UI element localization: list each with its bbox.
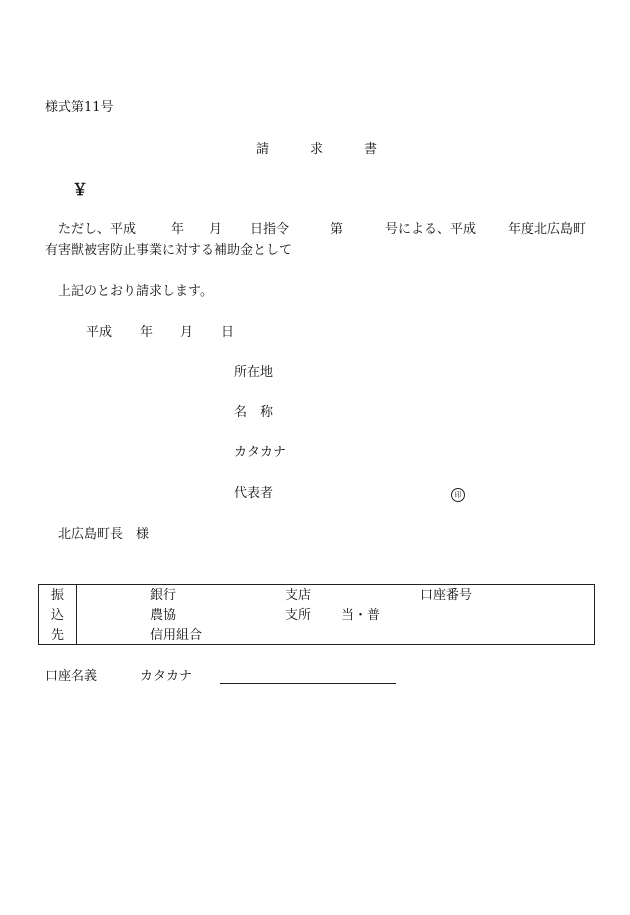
account-type-label: 当・普 <box>341 608 381 623</box>
account-holder-kana-label: カタカナ <box>140 669 193 684</box>
yen-mark: ￥ <box>72 180 89 199</box>
bank-type-label: 銀行 <box>150 588 177 603</box>
side-label: 振 <box>51 588 65 603</box>
account-holder-underline <box>220 683 396 684</box>
account-number-label: 口座番号 <box>420 588 473 603</box>
body-text: 日指令 <box>250 222 290 237</box>
title-char: 求 <box>310 142 324 157</box>
account-holder-label: 口座名義 <box>45 669 98 684</box>
branch-label: 支店 <box>285 588 312 603</box>
date-era: 平成 <box>86 325 113 340</box>
address-label: 所在地 <box>234 365 274 380</box>
date-year: 年 <box>140 325 154 340</box>
form-number: 様式第11号 <box>45 100 114 115</box>
date-day: 日 <box>221 325 235 340</box>
name-label: 名 称 <box>234 405 274 420</box>
bank-transfer-table <box>38 584 595 645</box>
body-text: 第 <box>330 222 344 237</box>
bank-type-label: 信用組合 <box>150 628 203 643</box>
body-text: 年 <box>171 222 185 237</box>
body-text: 月 <box>209 222 223 237</box>
kana-label: カタカナ <box>234 445 287 460</box>
seal-icon: 印 <box>451 488 465 502</box>
representative-label: 代表者 <box>234 486 274 501</box>
body-text: 年度北広島町 <box>508 222 587 237</box>
side-label: 先 <box>51 628 65 643</box>
title-char: 書 <box>364 142 378 157</box>
bank-type-label: 農協 <box>150 608 177 623</box>
body-text: ただし、平成 <box>58 222 137 237</box>
table-divider <box>76 585 77 644</box>
branch-label: 支所 <box>285 608 312 623</box>
title-char: 請 <box>256 142 270 157</box>
body-paragraph-2: 上記のとおり請求します。 <box>58 284 213 299</box>
body-text: 号による、平成 <box>385 222 477 237</box>
date-month: 月 <box>180 325 194 340</box>
body-text: 有害獣被害防止事業に対する補助金として <box>45 243 293 258</box>
side-label: 込 <box>51 608 65 623</box>
addressee: 北広島町長 様 <box>58 527 150 542</box>
